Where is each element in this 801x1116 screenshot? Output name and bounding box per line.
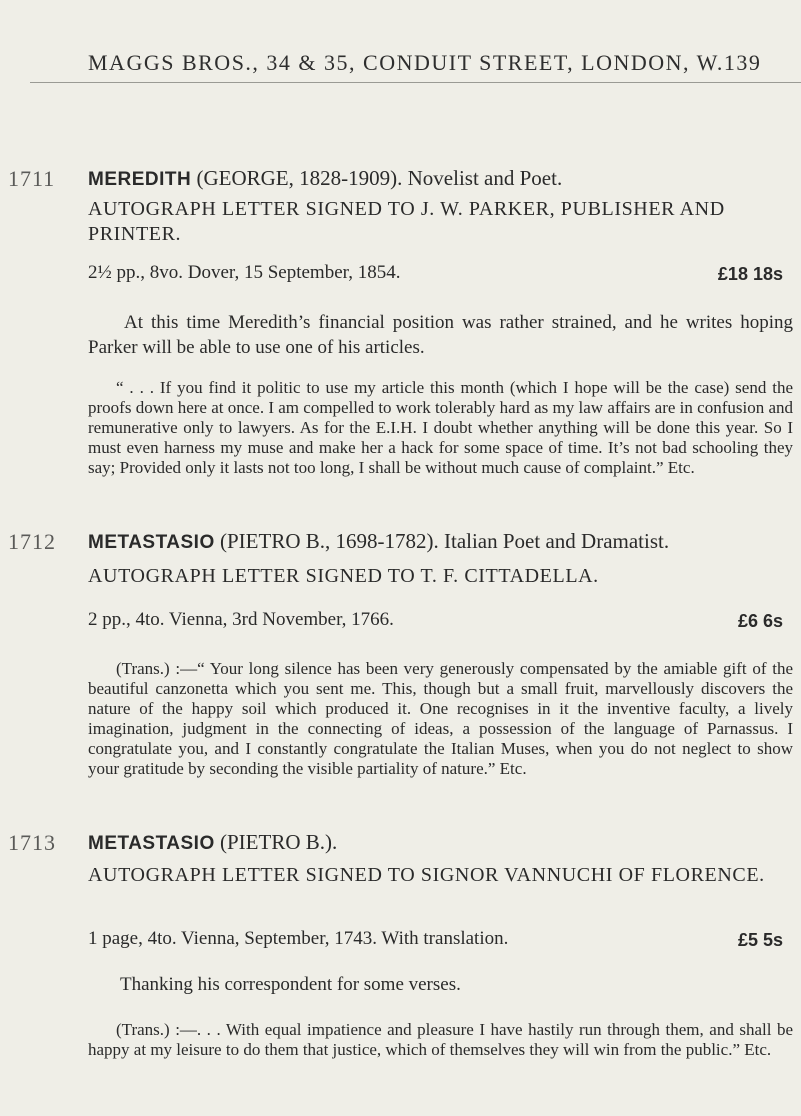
- lot-author-details: (PIETRO B.).: [220, 830, 338, 854]
- lot-number: 1713: [8, 830, 56, 855]
- lot-quote: “ . . . If you find it politic to use my article this month (which I hope will be the case) send the proofs down here at once. I am compelled to work tolerably hard as my law affairs are in confusion and remunerative only to lawyers. As for the E.I.H. I doubt whether anything will be done this year. So I must even harness my muse and make her a hack for some space of time. It’s not bad schooling they say; Provided only it lasts not too long, I shall be without much cause of complaint.” Etc.: [88, 378, 793, 477]
- header-rule: [30, 82, 801, 83]
- lot-description: Thanking his correspondent for some verses.: [120, 974, 461, 995]
- lot-price: £6 6s: [737, 611, 783, 631]
- lot-price: £5 5s: [737, 930, 783, 950]
- lot-quote: (Trans.) :—“ Your long silence has been very generously compensated by the amiable gift of the beautiful canzonetta which you sent me. This, though but a small fruit, marvellously discovers the nature of the happy soil which produced it. One recognises in it the inventive faculty, a lively imagination, judgment in the connecting of ideas, a possession of the language of Parnassus. I congratulate you, and I constantly congratulate the Italian Muses, when you do not neglect to show your gratitude by seconding the visible partiality of nature.” Etc.: [88, 659, 793, 778]
- lot-description: At this time Meredith’s financial position was rather strained, and he writes hoping Parker will be able to use one of his articles.: [88, 312, 793, 358]
- lot-title: AUTOGRAPH LETTER SIGNED TO SIGNOR VANNUCHI OF FLORENCE.: [88, 864, 765, 886]
- lot-author-details: (PIETRO B., 1698-1782). Italian Poet and Dramatist.: [220, 529, 670, 553]
- lot-author: METASTASIO: [88, 833, 215, 854]
- header-publisher: MAGGS BROS., 34 & 35, CONDUIT STREET, LONDON, W.: [88, 50, 724, 75]
- lot-quote: (Trans.) :—. . . With equal impatience and pleasure I have hastily run through them, and shall be happy at my leisure to do them that justice, which of themselves they will win from the public.” Etc.: [88, 1020, 793, 1059]
- lot-details: 2½ pp., 8vo. Dover, 15 September, 1854.: [88, 262, 401, 283]
- lot-title: AUTOGRAPH LETTER SIGNED TO T. F. CITTADELLA.: [88, 565, 599, 587]
- lot-number: 1712: [8, 529, 56, 554]
- lot-title: AUTOGRAPH LETTER SIGNED TO J. W. PARKER, PUBLISHER AND PRINTER.: [88, 198, 725, 245]
- lot-heading: [88, 166, 562, 191]
- lot-details: 2 pp., 4to. Vienna, 3rd November, 1766.: [88, 609, 394, 630]
- lot-heading: [88, 830, 337, 855]
- lot-author: METASTASIO: [88, 532, 215, 553]
- running-header: [88, 50, 762, 76]
- lot-number: 1711: [8, 166, 56, 191]
- lot-author: MEREDITH: [88, 169, 192, 190]
- page-number: 139: [723, 50, 762, 75]
- lot-details: 1 page, 4to. Vienna, September, 1743. With translation.: [88, 928, 509, 949]
- lot-heading: [88, 529, 669, 554]
- lot-author-details: (GEORGE, 1828-1909). Novelist and Poet.: [196, 166, 563, 190]
- lot-price: £18 18s: [717, 264, 783, 284]
